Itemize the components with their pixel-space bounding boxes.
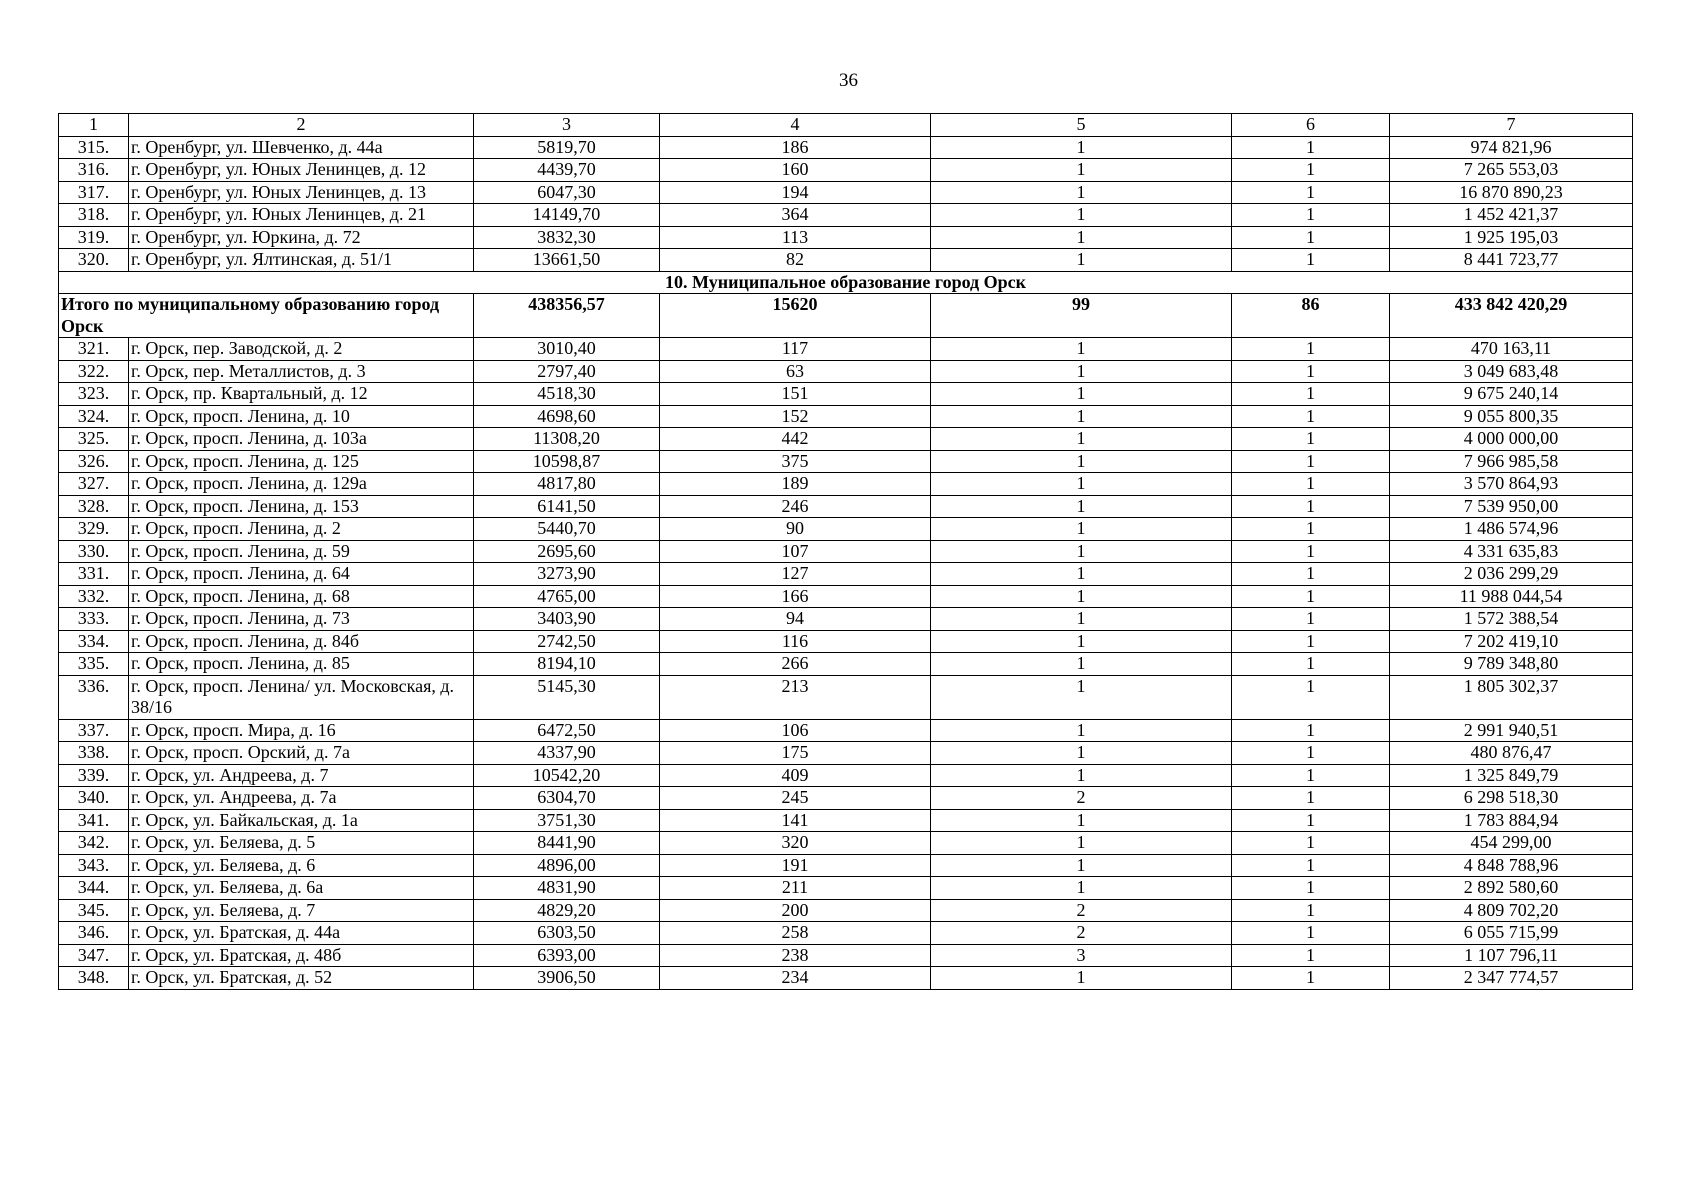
col6-cell: 1	[1232, 922, 1390, 945]
col7-cell: 7 966 985,58	[1390, 450, 1633, 473]
col4-cell: 245	[660, 787, 931, 810]
col5-cell: 1	[931, 854, 1232, 877]
address-cell: г. Орск, просп. Мира, д. 16	[129, 719, 474, 742]
address-cell: г. Орск, просп. Ленина, д. 59	[129, 540, 474, 563]
table-row	[59, 944, 1633, 967]
row-number: 345.	[59, 899, 129, 922]
col4-cell: 90	[660, 518, 931, 541]
col7-cell: 16 870 890,23	[1390, 181, 1633, 204]
col6-cell: 1	[1232, 563, 1390, 586]
col3-cell: 2742,50	[474, 630, 660, 653]
row-number: 325.	[59, 428, 129, 451]
col6-cell: 1	[1232, 518, 1390, 541]
col4-cell: 194	[660, 181, 931, 204]
col6-cell: 1	[1232, 249, 1390, 272]
address-cell: г. Оренбург, ул. Шевченко, д. 44а	[129, 136, 474, 159]
address-cell: г. Орск, ул. Байкальская, д. 1а	[129, 809, 474, 832]
address-cell: г. Орск, просп. Ленина, д. 153	[129, 495, 474, 518]
col6-cell: 1	[1232, 854, 1390, 877]
col5-cell: 2	[931, 787, 1232, 810]
total-col5: 99	[931, 294, 1232, 338]
header-cell: 1	[59, 114, 129, 137]
col5-cell: 1	[931, 181, 1232, 204]
col3-cell: 3010,40	[474, 338, 660, 361]
address-cell: г. Орск, просп. Ленина, д. 73	[129, 608, 474, 631]
header-cell: 6	[1232, 114, 1390, 137]
col3-cell: 5819,70	[474, 136, 660, 159]
row-number: 319.	[59, 226, 129, 249]
col7-cell: 9 675 240,14	[1390, 383, 1633, 406]
col7-cell: 2 036 299,29	[1390, 563, 1633, 586]
col5-cell: 1	[931, 630, 1232, 653]
col6-cell: 1	[1232, 473, 1390, 496]
col5-cell: 1	[931, 809, 1232, 832]
row-number: 315.	[59, 136, 129, 159]
address-cell: г. Орск, просп. Ленина, д. 68	[129, 585, 474, 608]
row-number: 341.	[59, 809, 129, 832]
section-title: 10. Муниципальное образование город Орск	[59, 271, 1633, 294]
col7-cell: 9 789 348,80	[1390, 653, 1633, 676]
col3-cell: 8194,10	[474, 653, 660, 676]
col4-cell: 175	[660, 742, 931, 765]
col3-cell: 4831,90	[474, 877, 660, 900]
col4-cell: 127	[660, 563, 931, 586]
col3-cell: 4337,90	[474, 742, 660, 765]
total-col4: 15620	[660, 294, 931, 338]
address-cell: г. Оренбург, ул. Юных Ленинцев, д. 13	[129, 181, 474, 204]
table-row	[59, 136, 1633, 159]
col6-cell: 1	[1232, 809, 1390, 832]
col7-cell: 4 331 635,83	[1390, 540, 1633, 563]
col6-cell: 1	[1232, 967, 1390, 990]
col4-cell: 238	[660, 944, 931, 967]
col6-cell: 1	[1232, 719, 1390, 742]
col4-cell: 189	[660, 473, 931, 496]
address-cell: г. Орск, просп. Ленина, д. 129а	[129, 473, 474, 496]
col6-cell: 1	[1232, 136, 1390, 159]
col3-cell: 8441,90	[474, 832, 660, 855]
row-number: 327.	[59, 473, 129, 496]
col3-cell: 4829,20	[474, 899, 660, 922]
row-number: 322.	[59, 360, 129, 383]
row-number: 317.	[59, 181, 129, 204]
total-col7: 433 842 420,29	[1390, 294, 1633, 338]
col3-cell: 2695,60	[474, 540, 660, 563]
col6-cell: 1	[1232, 428, 1390, 451]
col7-cell: 3 570 864,93	[1390, 473, 1633, 496]
col3-cell: 4896,00	[474, 854, 660, 877]
address-cell: г. Орск, ул. Братская, д. 44а	[129, 922, 474, 945]
col3-cell: 10542,20	[474, 764, 660, 787]
col3-cell: 3403,90	[474, 608, 660, 631]
header-cell: 7	[1390, 114, 1633, 137]
col3-cell: 6393,00	[474, 944, 660, 967]
address-cell: г. Орск, просп. Ленина, д. 84б	[129, 630, 474, 653]
address-cell: г. Орск, пр. Квартальный, д. 12	[129, 383, 474, 406]
total-label: Итого по муниципальному образованию город Орск	[59, 294, 474, 338]
col5-cell: 1	[931, 338, 1232, 361]
address-cell: г. Орск, просп. Ленина/ ул. Московская, д. 38/16	[129, 675, 474, 719]
col4-cell: 186	[660, 136, 931, 159]
table-row	[59, 787, 1633, 810]
col4-cell: 82	[660, 249, 931, 272]
address-cell: г. Орск, просп. Орский, д. 7а	[129, 742, 474, 765]
col6-cell: 1	[1232, 181, 1390, 204]
col5-cell: 1	[931, 832, 1232, 855]
col7-cell: 8 441 723,77	[1390, 249, 1633, 272]
table-row	[59, 854, 1633, 877]
table-row	[59, 204, 1633, 227]
col7-cell: 1 107 796,11	[1390, 944, 1633, 967]
row-number: 324.	[59, 405, 129, 428]
col6-cell: 1	[1232, 653, 1390, 676]
col4-cell: 213	[660, 675, 931, 719]
col7-cell: 2 991 940,51	[1390, 719, 1633, 742]
col7-cell: 454 299,00	[1390, 832, 1633, 855]
col3-cell: 5145,30	[474, 675, 660, 719]
address-cell: г. Орск, ул. Братская, д. 48б	[129, 944, 474, 967]
col7-cell: 2 892 580,60	[1390, 877, 1633, 900]
col5-cell: 2	[931, 922, 1232, 945]
col5-cell: 1	[931, 204, 1232, 227]
col3-cell: 6303,50	[474, 922, 660, 945]
col3-cell: 2797,40	[474, 360, 660, 383]
table-row	[59, 630, 1633, 653]
table-row	[59, 405, 1633, 428]
col5-cell: 1	[931, 383, 1232, 406]
row-number: 344.	[59, 877, 129, 900]
row-number: 333.	[59, 608, 129, 631]
col5-cell: 1	[931, 159, 1232, 182]
address-cell: г. Орск, ул. Беляева, д. 6а	[129, 877, 474, 900]
address-cell: г. Орск, просп. Ленина, д. 2	[129, 518, 474, 541]
row-number: 343.	[59, 854, 129, 877]
table-row	[59, 899, 1633, 922]
row-number: 338.	[59, 742, 129, 765]
table-row	[59, 608, 1633, 631]
table-row	[59, 159, 1633, 182]
col4-cell: 107	[660, 540, 931, 563]
col7-cell: 1 805 302,37	[1390, 675, 1633, 719]
col7-cell: 1 452 421,37	[1390, 204, 1633, 227]
col6-cell: 1	[1232, 675, 1390, 719]
table-row	[59, 967, 1633, 990]
header-cell: 5	[931, 114, 1232, 137]
col5-cell: 1	[931, 877, 1232, 900]
col5-cell: 1	[931, 719, 1232, 742]
address-cell: г. Орск, ул. Андреева, д. 7	[129, 764, 474, 787]
table-row	[59, 877, 1633, 900]
col7-cell: 3 049 683,48	[1390, 360, 1633, 383]
col5-cell: 1	[931, 405, 1232, 428]
table-row	[59, 473, 1633, 496]
table-row	[59, 518, 1633, 541]
address-cell: г. Оренбург, ул. Юркина, д. 72	[129, 226, 474, 249]
table-row	[59, 563, 1633, 586]
column-number-row	[59, 114, 1633, 137]
col3-cell: 10598,87	[474, 450, 660, 473]
col7-cell: 470 163,11	[1390, 338, 1633, 361]
col3-cell: 6472,50	[474, 719, 660, 742]
col6-cell: 1	[1232, 764, 1390, 787]
address-cell: г. Орск, пер. Заводской, д. 2	[129, 338, 474, 361]
col7-cell: 1 925 195,03	[1390, 226, 1633, 249]
row-number: 323.	[59, 383, 129, 406]
row-number: 339.	[59, 764, 129, 787]
col6-cell: 1	[1232, 338, 1390, 361]
col4-cell: 266	[660, 653, 931, 676]
row-number: 337.	[59, 719, 129, 742]
col3-cell: 4817,80	[474, 473, 660, 496]
address-cell: г. Орск, ул. Беляева, д. 7	[129, 899, 474, 922]
header-cell: 4	[660, 114, 931, 137]
col4-cell: 106	[660, 719, 931, 742]
col7-cell: 1 783 884,94	[1390, 809, 1633, 832]
col5-cell: 1	[931, 450, 1232, 473]
table-row	[59, 922, 1633, 945]
col5-cell: 1	[931, 226, 1232, 249]
col7-cell: 7 202 419,10	[1390, 630, 1633, 653]
col7-cell: 974 821,96	[1390, 136, 1633, 159]
row-number: 326.	[59, 450, 129, 473]
table-row	[59, 832, 1633, 855]
col4-cell: 409	[660, 764, 931, 787]
address-cell: г. Орск, просп. Ленина, д. 125	[129, 450, 474, 473]
col7-cell: 480 876,47	[1390, 742, 1633, 765]
col6-cell: 1	[1232, 832, 1390, 855]
col3-cell: 11308,20	[474, 428, 660, 451]
col6-cell: 1	[1232, 877, 1390, 900]
col5-cell: 1	[931, 518, 1232, 541]
col7-cell: 1 486 574,96	[1390, 518, 1633, 541]
col6-cell: 1	[1232, 944, 1390, 967]
row-number: 328.	[59, 495, 129, 518]
table-row	[59, 742, 1633, 765]
row-number: 340.	[59, 787, 129, 810]
header-cell: 2	[129, 114, 474, 137]
table-row	[59, 181, 1633, 204]
table-row	[59, 719, 1633, 742]
row-number: 334.	[59, 630, 129, 653]
col4-cell: 141	[660, 809, 931, 832]
col7-cell: 9 055 800,35	[1390, 405, 1633, 428]
address-cell: г. Орск, ул. Братская, д. 52	[129, 967, 474, 990]
col4-cell: 375	[660, 450, 931, 473]
header-cell: 3	[474, 114, 660, 137]
address-cell: г. Оренбург, ул. Юных Ленинцев, д. 21	[129, 204, 474, 227]
table-row	[59, 226, 1633, 249]
col5-cell: 1	[931, 495, 1232, 518]
col5-cell: 1	[931, 967, 1232, 990]
row-number: 335.	[59, 653, 129, 676]
table-row	[59, 383, 1633, 406]
col7-cell: 7 539 950,00	[1390, 495, 1633, 518]
row-number: 346.	[59, 922, 129, 945]
col5-cell: 1	[931, 428, 1232, 451]
col7-cell: 4 809 702,20	[1390, 899, 1633, 922]
col3-cell: 14149,70	[474, 204, 660, 227]
col4-cell: 364	[660, 204, 931, 227]
col7-cell: 6 055 715,99	[1390, 922, 1633, 945]
row-number: 331.	[59, 563, 129, 586]
col7-cell: 4 848 788,96	[1390, 854, 1633, 877]
col7-cell: 11 988 044,54	[1390, 585, 1633, 608]
col4-cell: 234	[660, 967, 931, 990]
col7-cell: 4 000 000,00	[1390, 428, 1633, 451]
col3-cell: 13661,50	[474, 249, 660, 272]
col7-cell: 1 325 849,79	[1390, 764, 1633, 787]
col6-cell: 1	[1232, 630, 1390, 653]
row-number: 320.	[59, 249, 129, 272]
total-col6: 86	[1232, 294, 1390, 338]
col3-cell: 3832,30	[474, 226, 660, 249]
col5-cell: 1	[931, 764, 1232, 787]
col6-cell: 1	[1232, 405, 1390, 428]
row-number: 342.	[59, 832, 129, 855]
table-row	[59, 338, 1633, 361]
col3-cell: 6047,30	[474, 181, 660, 204]
col6-cell: 1	[1232, 226, 1390, 249]
col3-cell: 4518,30	[474, 383, 660, 406]
col7-cell: 6 298 518,30	[1390, 787, 1633, 810]
col4-cell: 151	[660, 383, 931, 406]
col4-cell: 211	[660, 877, 931, 900]
col5-cell: 1	[931, 249, 1232, 272]
col5-cell: 1	[931, 675, 1232, 719]
row-number: 347.	[59, 944, 129, 967]
col6-cell: 1	[1232, 204, 1390, 227]
col6-cell: 1	[1232, 540, 1390, 563]
col4-cell: 200	[660, 899, 931, 922]
row-number: 318.	[59, 204, 129, 227]
col6-cell: 1	[1232, 383, 1390, 406]
col3-cell: 3906,50	[474, 967, 660, 990]
col6-cell: 1	[1232, 787, 1390, 810]
col6-cell: 1	[1232, 360, 1390, 383]
data-table	[58, 113, 1633, 990]
row-number: 348.	[59, 967, 129, 990]
col5-cell: 1	[931, 540, 1232, 563]
col3-cell: 5440,70	[474, 518, 660, 541]
row-number: 329.	[59, 518, 129, 541]
address-cell: г. Орск, ул. Андреева, д. 7а	[129, 787, 474, 810]
table-row	[59, 653, 1633, 676]
col5-cell: 1	[931, 563, 1232, 586]
table-row	[59, 809, 1633, 832]
col3-cell: 3273,90	[474, 563, 660, 586]
col6-cell: 1	[1232, 495, 1390, 518]
col5-cell: 1	[931, 742, 1232, 765]
table-row	[59, 675, 1633, 719]
page-number: 36	[839, 70, 858, 91]
section-row	[59, 271, 1633, 294]
table-row	[59, 249, 1633, 272]
total-row	[59, 294, 1633, 338]
col3-cell: 6141,50	[474, 495, 660, 518]
row-number: 336.	[59, 675, 129, 719]
col6-cell: 1	[1232, 608, 1390, 631]
col4-cell: 320	[660, 832, 931, 855]
address-cell: г. Орск, ул. Беляева, д. 5	[129, 832, 474, 855]
table-row	[59, 428, 1633, 451]
address-cell: г. Орск, просп. Ленина, д. 64	[129, 563, 474, 586]
col3-cell: 3751,30	[474, 809, 660, 832]
row-number: 332.	[59, 585, 129, 608]
col4-cell: 116	[660, 630, 931, 653]
col5-cell: 1	[931, 360, 1232, 383]
col4-cell: 160	[660, 159, 931, 182]
row-number: 321.	[59, 338, 129, 361]
col7-cell: 7 265 553,03	[1390, 159, 1633, 182]
col7-cell: 2 347 774,57	[1390, 967, 1633, 990]
col5-cell: 2	[931, 899, 1232, 922]
col5-cell: 3	[931, 944, 1232, 967]
row-number: 316.	[59, 159, 129, 182]
col4-cell: 63	[660, 360, 931, 383]
col6-cell: 1	[1232, 899, 1390, 922]
address-cell: г. Орск, пер. Металлистов, д. 3	[129, 360, 474, 383]
col7-cell: 1 572 388,54	[1390, 608, 1633, 631]
col6-cell: 1	[1232, 585, 1390, 608]
col6-cell: 1	[1232, 742, 1390, 765]
col4-cell: 94	[660, 608, 931, 631]
total-col3: 438356,57	[474, 294, 660, 338]
col3-cell: 4765,00	[474, 585, 660, 608]
address-cell: г. Оренбург, ул. Ялтинская, д. 51/1	[129, 249, 474, 272]
col5-cell: 1	[931, 653, 1232, 676]
address-cell: г. Орск, просп. Ленина, д. 103а	[129, 428, 474, 451]
col3-cell: 6304,70	[474, 787, 660, 810]
col5-cell: 1	[931, 608, 1232, 631]
col4-cell: 246	[660, 495, 931, 518]
table-row	[59, 450, 1633, 473]
col4-cell: 442	[660, 428, 931, 451]
col5-cell: 1	[931, 473, 1232, 496]
col6-cell: 1	[1232, 450, 1390, 473]
col4-cell: 166	[660, 585, 931, 608]
col6-cell: 1	[1232, 159, 1390, 182]
table-row	[59, 540, 1633, 563]
address-cell: г. Орск, ул. Беляева, д. 6	[129, 854, 474, 877]
table-row	[59, 585, 1633, 608]
col4-cell: 152	[660, 405, 931, 428]
col4-cell: 113	[660, 226, 931, 249]
col3-cell: 4698,60	[474, 405, 660, 428]
table-row	[59, 495, 1633, 518]
col5-cell: 1	[931, 136, 1232, 159]
table-row	[59, 764, 1633, 787]
address-cell: г. Орск, просп. Ленина, д. 85	[129, 653, 474, 676]
col5-cell: 1	[931, 585, 1232, 608]
col3-cell: 4439,70	[474, 159, 660, 182]
col4-cell: 191	[660, 854, 931, 877]
address-cell: г. Орск, просп. Ленина, д. 10	[129, 405, 474, 428]
col4-cell: 117	[660, 338, 931, 361]
address-cell: г. Оренбург, ул. Юных Ленинцев, д. 12	[129, 159, 474, 182]
table-row	[59, 360, 1633, 383]
row-number: 330.	[59, 540, 129, 563]
col4-cell: 258	[660, 922, 931, 945]
